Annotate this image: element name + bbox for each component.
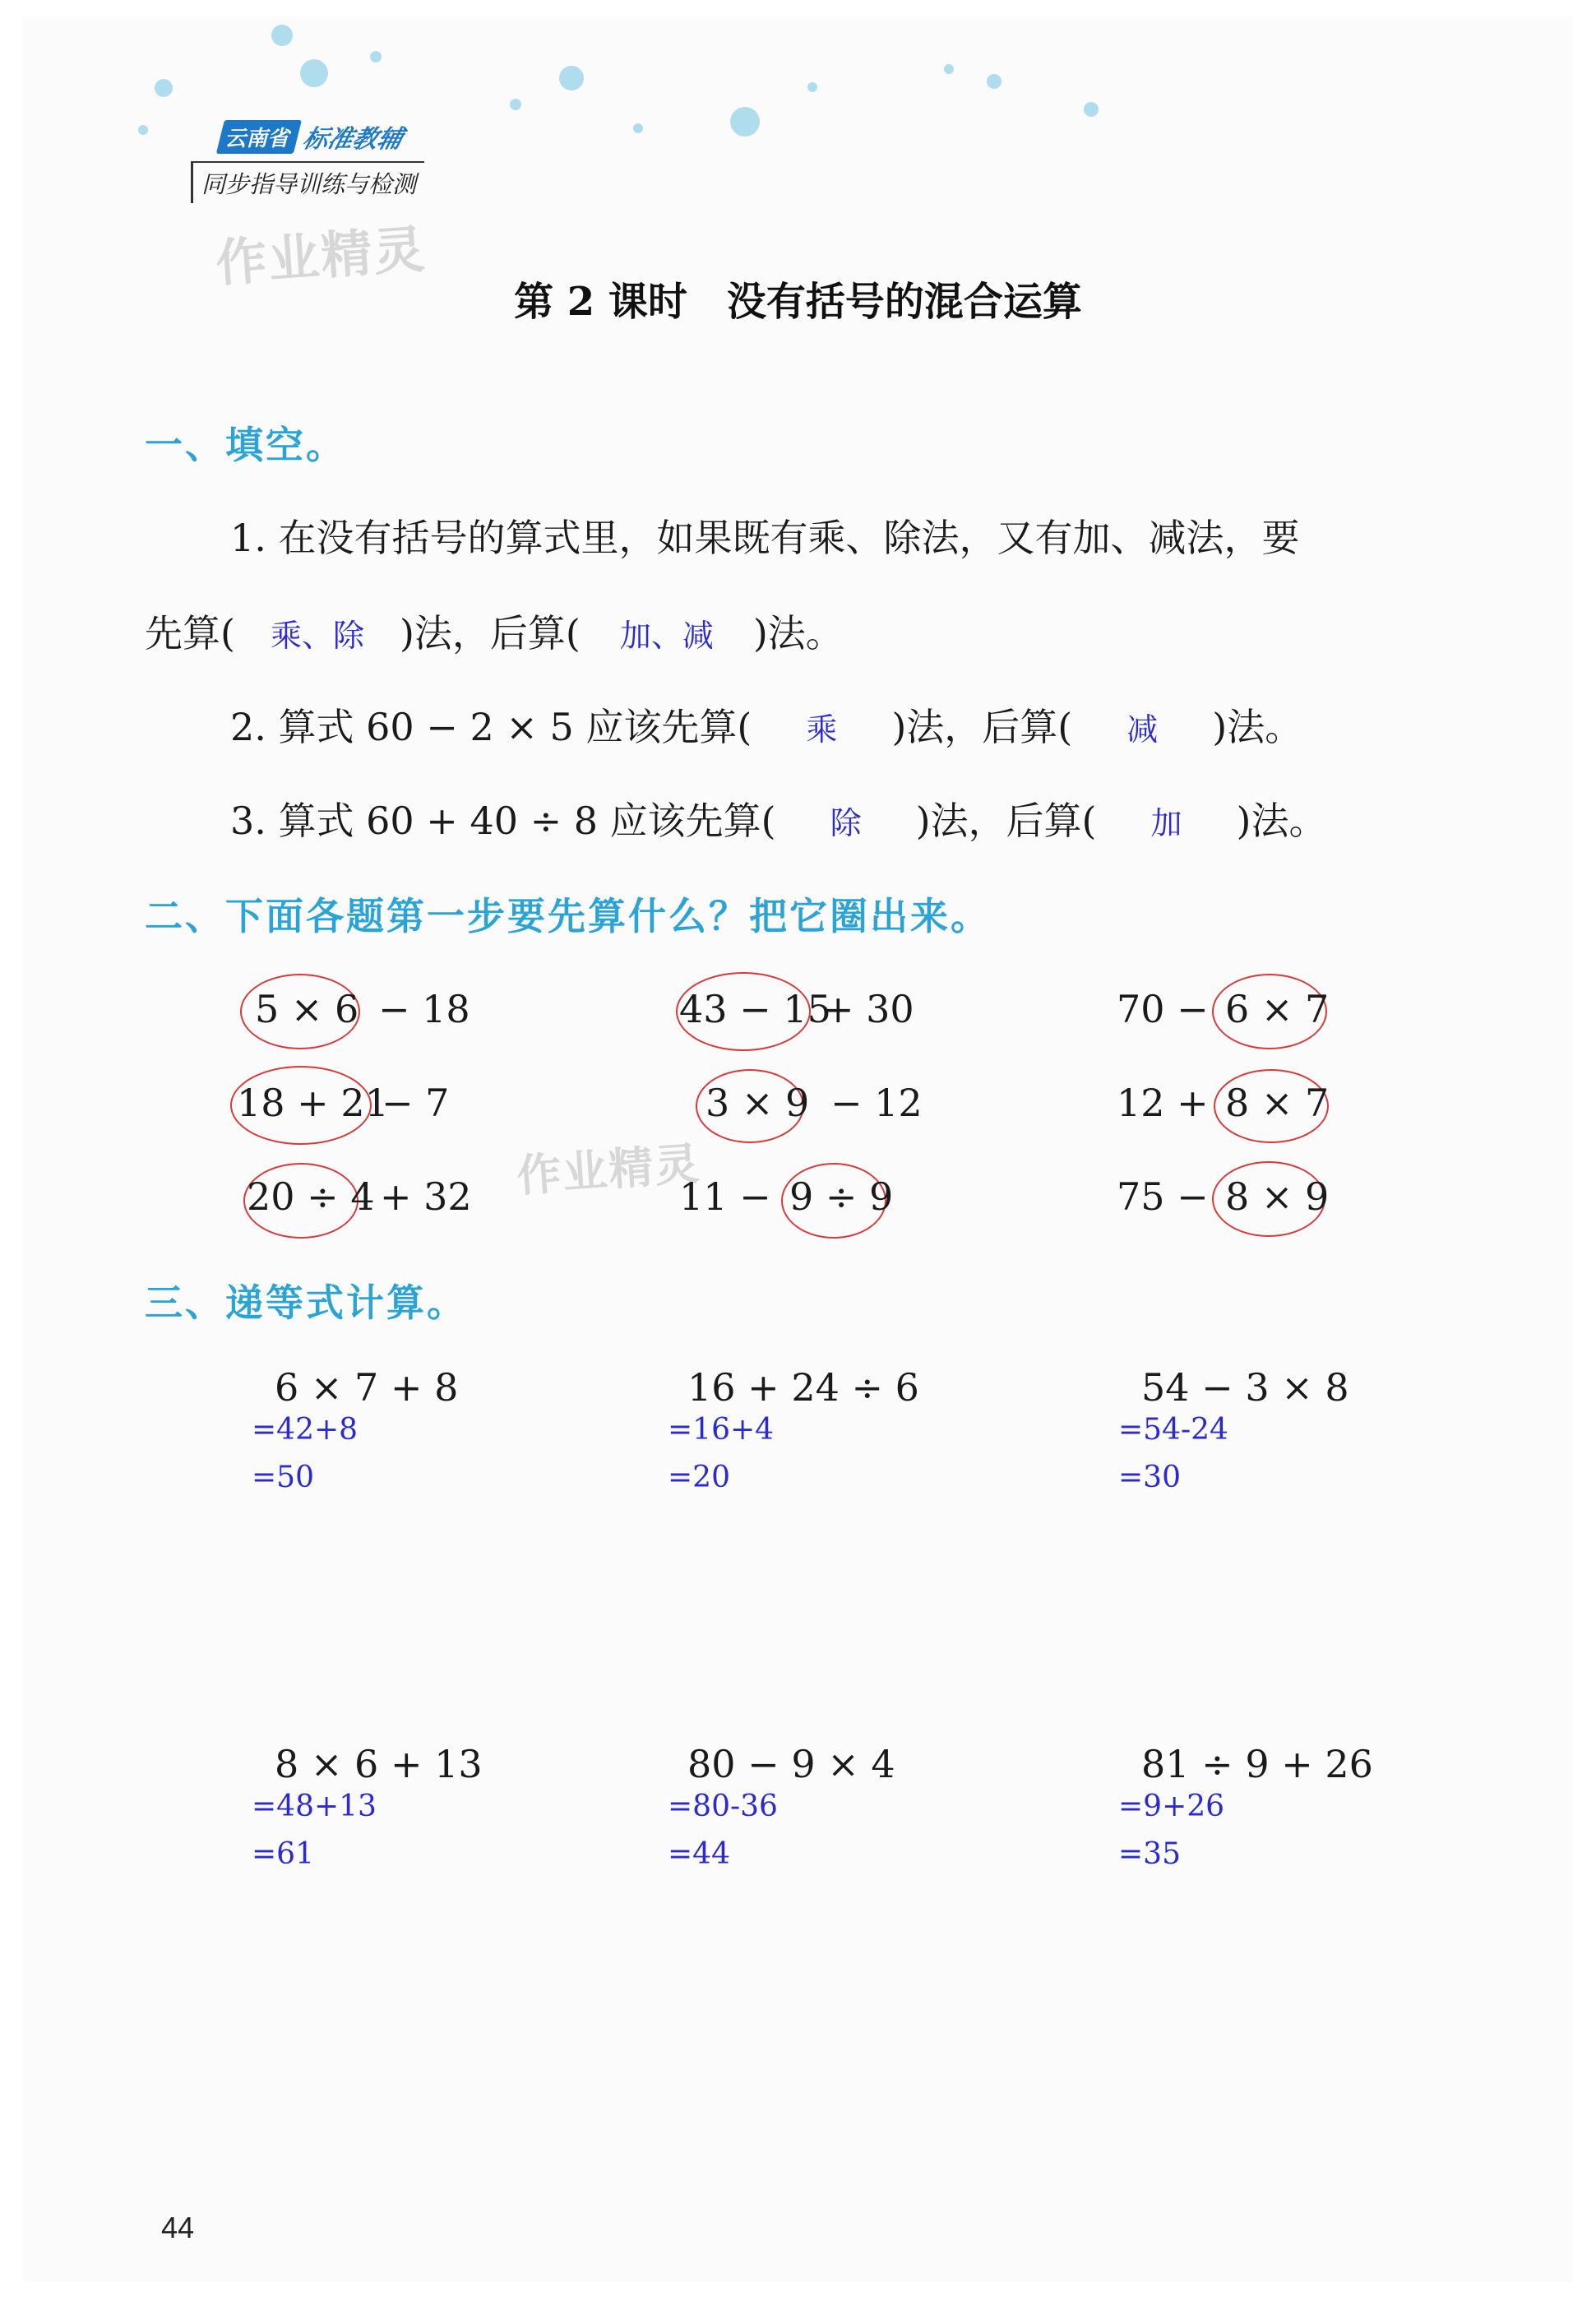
expression-rest: − 18: [378, 987, 470, 1031]
expression-circled: 3 × 9: [705, 1081, 810, 1125]
calc-result: =35: [1118, 1837, 1181, 1871]
calc-expression: 8 × 6 + 13: [275, 1742, 483, 1786]
question-2: 2. 算式 60 − 2 × 5 应该先算( 乘 )法，后算( 减 )法。: [230, 705, 1303, 749]
calc-step: =48+13: [252, 1790, 377, 1823]
page-title: 第 2 课时 没有括号的混合运算: [514, 279, 1082, 325]
calc-result: =50: [252, 1461, 314, 1494]
calc-step: =54-24: [1118, 1413, 1228, 1447]
calc-step: =16+4: [668, 1413, 775, 1447]
brand-logo: [208, 120, 415, 153]
calc-expression: 6 × 7 + 8: [275, 1365, 459, 1410]
calc-result: =20: [668, 1461, 730, 1494]
expression-before: 12 +: [1117, 1081, 1209, 1125]
watermark: 作业精灵: [214, 219, 428, 294]
calc-expression: 54 − 3 × 8: [1141, 1365, 1349, 1410]
calc-step: =9+26: [1118, 1790, 1225, 1823]
expression-circled: 9 ÷ 9: [789, 1174, 894, 1219]
calc-result: =30: [1118, 1461, 1181, 1494]
question-1-line2: 先算( 乘、除 )法，后算( 加、减 )法。: [145, 611, 844, 655]
calc-result: =44: [668, 1837, 730, 1871]
calc-expression: 16 + 24 ÷ 6: [687, 1365, 919, 1410]
answer-blank: 除: [830, 805, 862, 841]
expression-circled: 18 + 21: [237, 1081, 389, 1125]
answer-blank: 加、减: [619, 618, 714, 654]
expression-circled: 6 × 7: [1225, 987, 1330, 1031]
watermark: 作业精灵: [515, 1137, 703, 1202]
question-1-line1: 1. 在没有括号的算式里，如果既有乘、除法，又有加、减法，要: [230, 516, 1300, 560]
brand-name: 标准教辅: [299, 125, 406, 154]
expression-rest: + 30: [822, 987, 914, 1031]
calc-expression: 80 − 9 × 4: [687, 1742, 895, 1786]
section-heading-circle: 二、下面各题第一步要先算什么？把它圈出来。: [145, 894, 991, 938]
expression-circled: 8 × 9: [1225, 1174, 1330, 1219]
calc-step: =80-36: [668, 1790, 778, 1823]
expression-rest: − 12: [830, 1081, 923, 1125]
expression-before: 75 −: [1117, 1174, 1209, 1219]
answer-blank: 减: [1126, 711, 1159, 748]
calc-expression: 81 ÷ 9 + 26: [1141, 1742, 1373, 1786]
question-3: 3. 算式 60 + 40 ÷ 8 应该先算( 除 )法，后算( 加 )法。: [230, 799, 1327, 843]
expression-before: 11 −: [679, 1174, 771, 1219]
page-number: 44: [161, 2211, 195, 2244]
expression-rest: − 7: [382, 1081, 450, 1125]
answer-blank: 加: [1150, 805, 1182, 841]
expression-circled: 20 ÷ 4: [247, 1174, 375, 1219]
section-heading-step-calc: 三、递等式计算。: [145, 1280, 467, 1325]
expression-before: 70 −: [1117, 987, 1209, 1031]
brand-pill: 云南省: [216, 120, 302, 154]
expression-circled: 8 × 7: [1225, 1081, 1330, 1125]
expression-circled: 43 − 15: [679, 987, 831, 1031]
calc-result: =61: [252, 1837, 314, 1871]
answer-blank: 乘: [806, 711, 838, 748]
calc-step: =42+8: [252, 1413, 359, 1447]
brand-subtitle: 同步指导训练与检测: [191, 161, 424, 203]
answer-blank: 乘、除: [270, 618, 364, 654]
expression-circled: 5 × 6: [255, 987, 359, 1031]
page-background: [23, 16, 1573, 2282]
section-heading-fill-blank: 一、填空。: [145, 423, 346, 467]
expression-rest: + 32: [380, 1174, 472, 1219]
